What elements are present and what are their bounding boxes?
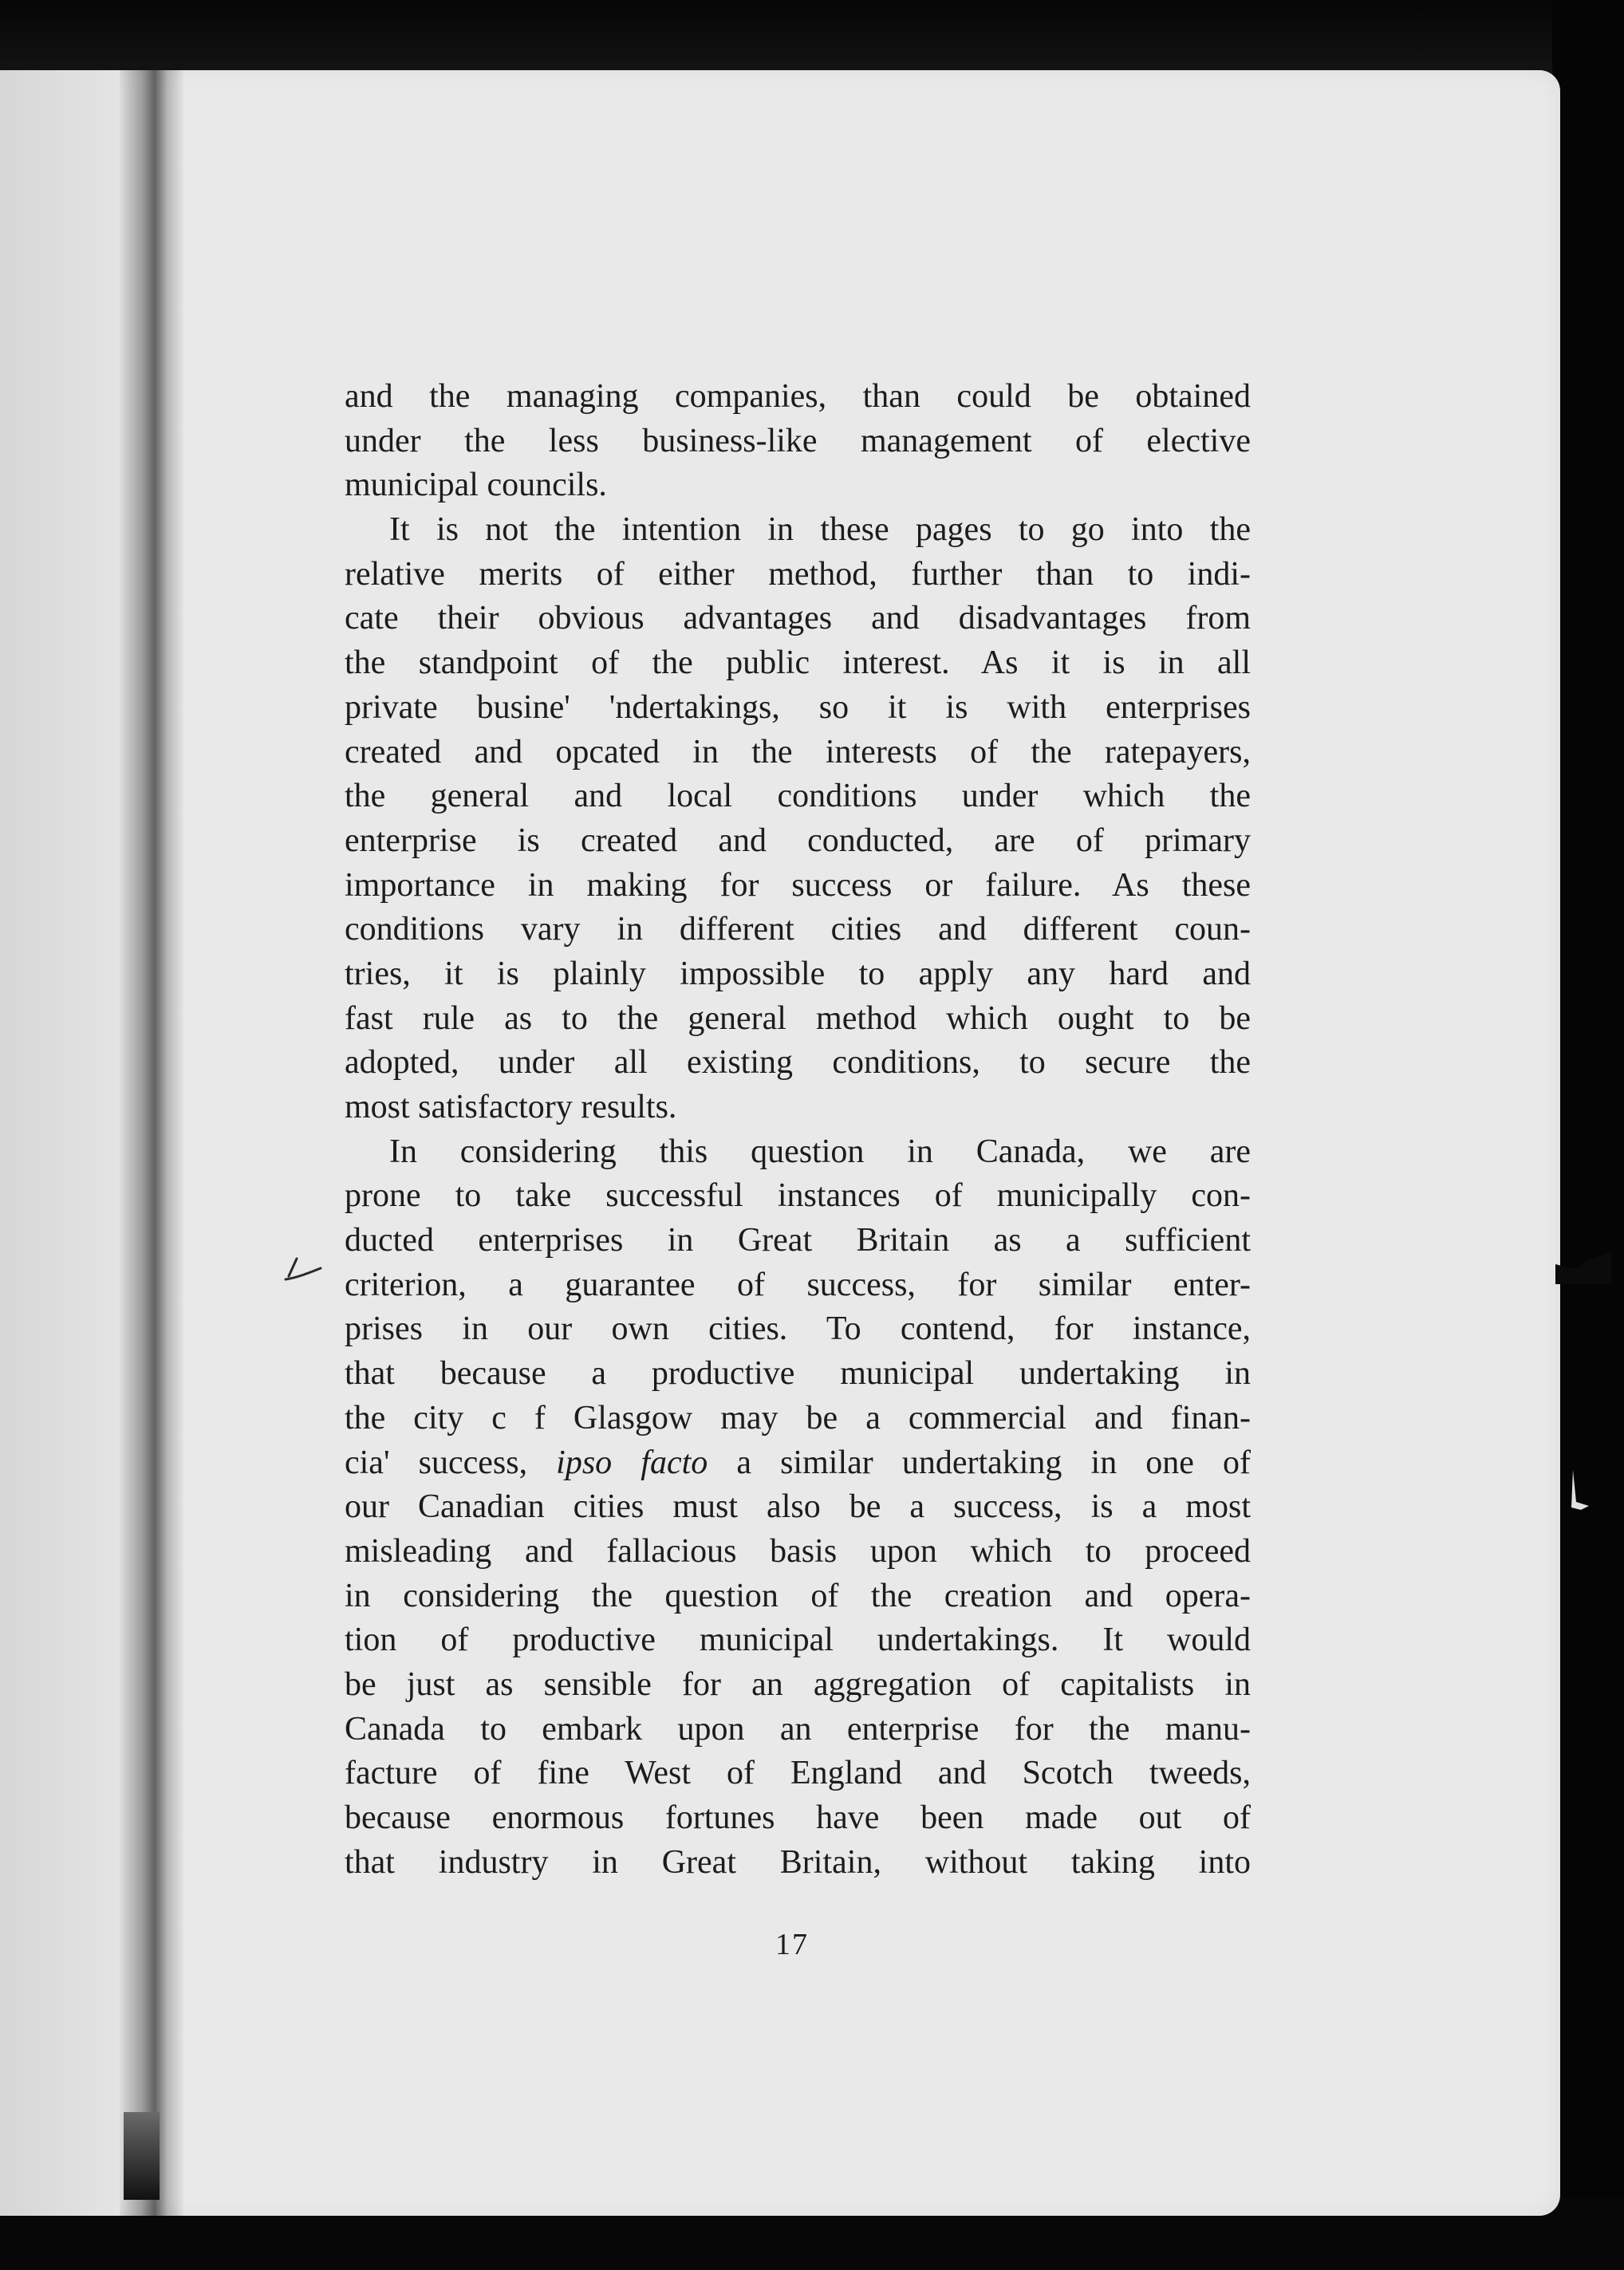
page-edge-notch — [1555, 1244, 1611, 1284]
text-line: tries, it is plainly impossible to apply any hard and — [345, 955, 1251, 992]
text-line: It is not the intention in these pages to go into the — [389, 511, 1251, 549]
text-line: prises in our own cities. To contend, for instance, — [345, 1310, 1251, 1348]
text-fragment: cia' success, — [345, 1444, 557, 1481]
text-line: that industry in Great Britain, without taking into — [345, 1843, 1251, 1881]
text-line: created and opcated in the interests of the ratepayers, — [345, 733, 1251, 770]
italic-phrase: ipso facto — [556, 1444, 708, 1481]
text-line: enterprise is created and conducted, are of primary — [345, 822, 1251, 859]
text-line-with-italic — [345, 1441, 1251, 1486]
text-line: Canada to embark upon an enterprise for the manu- — [345, 1710, 1251, 1748]
text-line: under the less business-like management of elective — [345, 422, 1251, 459]
text-line: the general and local conditions under which the — [345, 778, 1251, 815]
gutter-binding-mark — [124, 2112, 160, 2200]
text-line: criterion, a guarantee of success, for similar enter- — [345, 1266, 1251, 1303]
text-line: adopted, under all existing conditions, to secure the — [345, 1044, 1251, 1082]
text-line: relative merits of either method, further than to indi- — [345, 555, 1251, 593]
text-line: prone to take successful instances of municipally con- — [345, 1177, 1251, 1215]
book-gutter-shadow — [120, 70, 183, 2216]
text-line: the city c f Glasgow may be a commercial and finan- — [345, 1399, 1251, 1436]
text-line: in considering the question of the creation and opera- — [345, 1577, 1251, 1614]
pencil-check-mark — [281, 1244, 329, 1284]
text-line: because enormous fortunes have been made out of — [345, 1799, 1251, 1836]
text-line: In considering this question in Canada, we are — [389, 1133, 1251, 1170]
scan-border-right — [1552, 0, 1624, 2270]
text-line: that because a productive municipal undertaking in — [345, 1355, 1251, 1393]
text-line: fast rule as to the general method which ought to be — [345, 999, 1251, 1037]
text-fragment: a similar undertaking in one of — [708, 1444, 1252, 1481]
text-line: most satisfactory results. — [345, 1089, 677, 1125]
text-line: municipal councils. — [345, 467, 607, 504]
page-number: 17 — [775, 1928, 809, 1961]
text-line: tion of productive municipal undertakings. It would — [345, 1622, 1251, 1659]
text-line: conditions vary in different cities and different coun- — [345, 911, 1251, 948]
text-line: be just as sensible for an aggregation of capitalists in — [345, 1665, 1251, 1703]
text-line: cate their obvious advantages and disadvantages from — [345, 600, 1251, 637]
text-line: and the managing companies, than could be obtained — [345, 378, 1251, 415]
text-line: ducted enterprises in Great Britain as a sufficient — [345, 1222, 1251, 1259]
text-line: importance in making for success or failure. As these — [345, 866, 1251, 904]
facing-page-edge — [0, 70, 120, 2216]
text-line: facture of fine West of England and Scotch tweeds, — [345, 1755, 1251, 1792]
text-line: the standpoint of the public interest. As it is in all — [345, 644, 1251, 682]
scan-border-top — [0, 0, 1624, 76]
page-edge-mark — [1565, 1466, 1597, 1514]
text-line: private busine' 'ndertakings, so it is with enterprises — [345, 688, 1251, 726]
body-text — [345, 375, 1251, 1885]
text-line: our Canadian cities must also be a success, is a most — [345, 1488, 1251, 1526]
text-line: misleading and fallacious basis upon which to proceed — [345, 1532, 1251, 1570]
